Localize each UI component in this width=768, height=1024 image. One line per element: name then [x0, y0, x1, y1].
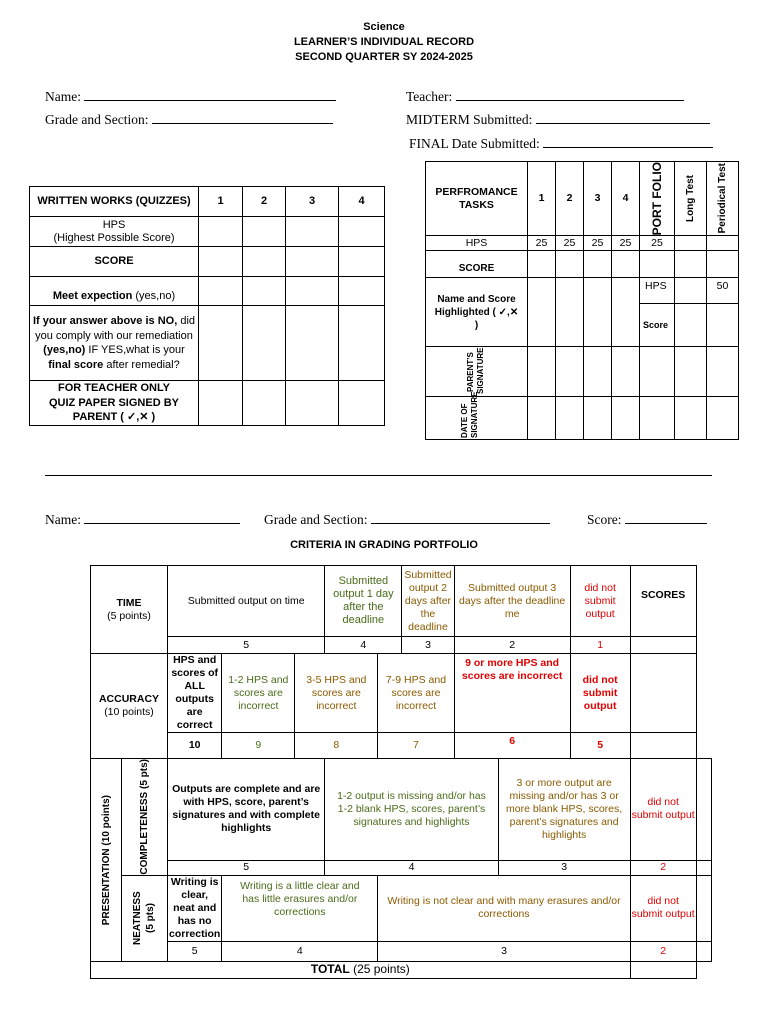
- pt-cell[interactable]: [675, 304, 707, 347]
- neat-scores-blank: [696, 875, 711, 941]
- time-c2: Submitted output 1 day after the deadline: [325, 566, 402, 637]
- pt-cell[interactable]: [707, 347, 739, 397]
- bottom-score-line[interactable]: [625, 523, 707, 524]
- ww-meet-label: Meet expection: [52, 290, 133, 302]
- neat-label-cell: [122, 875, 168, 961]
- grade-label: Grade and Section:: [45, 112, 149, 127]
- pt-cell[interactable]: [640, 251, 675, 278]
- midterm-field[interactable]: [406, 112, 710, 128]
- ww-cell[interactable]: [199, 277, 243, 306]
- ww-col-3: 3: [286, 187, 339, 217]
- bottom-name-line[interactable]: [84, 523, 240, 524]
- acc-c4: 7-9 HPS and scores are incorrect: [378, 654, 454, 733]
- pt-cell[interactable]: [528, 251, 556, 278]
- time-c5: did not submit output: [570, 566, 630, 637]
- time-label: TIME: [116, 596, 142, 609]
- pt-col-2: 2: [556, 162, 584, 236]
- neat-c1: Writing is clear, neat and has no correction: [169, 875, 221, 940]
- name-field[interactable]: [45, 89, 336, 105]
- performance-table: [425, 161, 739, 440]
- comp-label: COMPLETENESS (5 pts): [139, 759, 150, 875]
- acc-label: ACCURACY: [98, 693, 160, 705]
- ww-ifno-final: final score: [48, 358, 104, 371]
- time-label-cell: [91, 566, 168, 654]
- pt-cell[interactable]: [556, 397, 584, 440]
- neat-c3: Writing is not clear and with many erasures and/or corrections: [378, 875, 630, 941]
- acc-scores-blank: [630, 654, 696, 733]
- final-line[interactable]: [543, 147, 713, 148]
- total-pts: (25 points): [353, 962, 410, 977]
- pt-header: PERFROMANCE TASKS: [426, 162, 528, 236]
- name-label: Name:: [45, 89, 81, 104]
- record-title: LEARNER’S INDIVIDUAL RECORD: [293, 36, 475, 48]
- ww-quiz-signed: QUIZ PAPER SIGNED BY PARENT ( ✓,✕ ): [49, 396, 179, 424]
- bottom-grade-field[interactable]: [264, 512, 550, 528]
- ww-col-2: 2: [243, 187, 286, 217]
- ww-cell[interactable]: [286, 247, 339, 277]
- pt-cell[interactable]: [556, 251, 584, 278]
- final-label: FINAL Date Submitted:: [409, 136, 540, 151]
- ww-cell[interactable]: [339, 217, 385, 247]
- pt-cell[interactable]: [675, 278, 707, 304]
- bottom-name-label: Name:: [45, 512, 81, 527]
- neat-c2: Writing is a little clear and has little erasures and/or corrections: [222, 875, 378, 941]
- ww-teacher-only: FOR TEACHER ONLY: [57, 382, 171, 395]
- separator-line: [45, 475, 712, 476]
- pt-hps-2: 25: [556, 236, 584, 251]
- quarter-title: SECOND QUARTER SY 2024-2025: [295, 51, 473, 63]
- comp-scores-blank: [696, 759, 711, 861]
- ww-header: WRITTEN WORKS (QUIZZES): [30, 187, 199, 217]
- ww-remediation-cell: [30, 306, 199, 381]
- pt-name-score: Name and Score Highlighted ( ✓,✕ ): [426, 278, 528, 347]
- ww-cell[interactable]: [286, 381, 339, 426]
- pt-cell[interactable]: [612, 347, 640, 397]
- comp-label-cell: [122, 759, 168, 876]
- total-label: TOTAL: [310, 962, 350, 977]
- pt-cell[interactable]: [675, 236, 707, 251]
- ww-hps-cell: [30, 217, 199, 247]
- pt-longtest-cell: [675, 162, 707, 236]
- neat-score-2: 2: [630, 941, 696, 961]
- pt-cell[interactable]: [556, 347, 584, 397]
- pt-cell[interactable]: [584, 251, 612, 278]
- time-score-5: 5: [168, 637, 325, 654]
- pt-date-sig-cell: [426, 391, 528, 440]
- pt-periodical: Periodical Test: [717, 163, 728, 234]
- pt-cell[interactable]: [528, 397, 556, 440]
- acc-label-cell: [91, 654, 168, 759]
- bottom-grade-label: Grade and Section:: [264, 512, 368, 527]
- ww-cell[interactable]: [199, 306, 243, 381]
- ww-meet-opts: (yes,no): [135, 290, 176, 302]
- ww-hps-sub: (Highest Possible Score): [53, 231, 175, 244]
- acc-c1: HPS and scores of ALL outputs are correct: [168, 654, 222, 733]
- acc-score-cell[interactable]: [630, 733, 696, 759]
- pt-hps-4: 25: [612, 236, 640, 251]
- final-field[interactable]: [409, 136, 713, 152]
- neat-score-cell[interactable]: [696, 941, 711, 961]
- ww-cell[interactable]: [199, 217, 243, 247]
- pt-cell[interactable]: [612, 251, 640, 278]
- ww-cell[interactable]: [286, 306, 339, 381]
- name-line[interactable]: [84, 100, 336, 101]
- ww-cell[interactable]: [286, 277, 339, 306]
- ww-hps-label: HPS: [102, 218, 126, 231]
- ww-meet-cell: [30, 277, 199, 306]
- acc-pts: (10 points): [104, 706, 154, 718]
- pt-periodical-cell: [707, 162, 739, 236]
- bottom-name-field[interactable]: [45, 512, 240, 528]
- time-c1: Submitted output on time: [168, 566, 325, 637]
- bottom-score-label: Score:: [587, 512, 622, 527]
- ww-cell[interactable]: [339, 381, 385, 426]
- teacher-label: Teacher:: [406, 89, 453, 104]
- ww-cell[interactable]: [243, 247, 286, 277]
- pt-cell[interactable]: [612, 278, 640, 347]
- pt-col-1: 1: [528, 162, 556, 236]
- pt-cell[interactable]: [584, 397, 612, 440]
- comp-c2: 1-2 output is missing and/or has 1-2 blank HPS, scores, parent’s signatures and highlights: [325, 759, 498, 861]
- comp-score-5: 5: [168, 860, 325, 875]
- pt-hps-3: 25: [584, 236, 612, 251]
- neat-label: NEATNESS (5 pts): [131, 891, 156, 945]
- pt-cell[interactable]: [707, 304, 739, 347]
- pt-cell[interactable]: [640, 397, 675, 440]
- bottom-grade-line[interactable]: [371, 523, 550, 524]
- comp-c3: 3 or more output are missing and/or has 3 or more blank HPS, scores, parent’s signatures and highlights: [498, 759, 630, 861]
- scores-header: SCORES: [630, 566, 696, 637]
- acc-c6: did not submit output: [570, 654, 630, 733]
- time-score-2: 2: [454, 637, 570, 654]
- total-score-cell[interactable]: [630, 961, 696, 978]
- neat-score-5: 5: [168, 941, 222, 961]
- criteria-title: CRITERIA IN GRADING PORTFOLIO: [290, 539, 478, 551]
- grade-line[interactable]: [152, 123, 333, 124]
- acc-score-10: 10: [168, 733, 222, 759]
- time-score-1: 1: [570, 637, 630, 654]
- midterm-label: MIDTERM Submitted:: [406, 112, 533, 127]
- pt-portfolio-cell: [640, 162, 675, 236]
- pt-cell[interactable]: [612, 397, 640, 440]
- criteria-table: [90, 565, 712, 979]
- neat-score-3: 3: [378, 941, 630, 961]
- pt-cell[interactable]: [675, 397, 707, 440]
- ww-cell[interactable]: [243, 306, 286, 381]
- ww-score-label: SCORE: [30, 247, 199, 277]
- pt-long-test: Long Test: [685, 175, 696, 223]
- grade-field[interactable]: [45, 112, 333, 128]
- pt-parents-sig-cell: [426, 347, 528, 397]
- comp-c4: did not submit output: [630, 759, 696, 861]
- pres-label-cell: [91, 759, 122, 962]
- comp-score-2: 2: [630, 860, 696, 875]
- written-works-table: [29, 186, 385, 426]
- pt-portfolio: PORT FOLIO: [649, 162, 664, 236]
- ww-ifno-yn: (yes,no): [43, 344, 86, 356]
- pt-cell[interactable]: [528, 347, 556, 397]
- pres-label: PRESENTATION (10 points): [100, 794, 112, 925]
- pt-hps-portfolio: 25: [640, 236, 675, 251]
- pt-cell[interactable]: [707, 251, 739, 278]
- ww-cell[interactable]: [339, 247, 385, 277]
- pt-cell[interactable]: [584, 347, 612, 397]
- time-c3: Submitted output 2 days after the deadline: [402, 566, 454, 637]
- comp-score-4: 4: [325, 860, 498, 875]
- ww-ifno-2: did you comply with our remediation: [35, 315, 196, 342]
- pt-cell[interactable]: [675, 347, 707, 397]
- ww-ifno-no: NO,: [157, 315, 178, 327]
- time-score-cell[interactable]: [630, 637, 696, 654]
- pt-cell[interactable]: [584, 278, 612, 347]
- total-cell: [91, 961, 631, 978]
- acc-c5: 9 or more HPS and scores are incorrect: [454, 654, 570, 733]
- pt-col-4: 4: [612, 162, 640, 236]
- ww-cell[interactable]: [199, 381, 243, 426]
- ww-col-4: 4: [339, 187, 385, 217]
- teacher-field[interactable]: [406, 89, 684, 105]
- neat-score-4: 4: [222, 941, 378, 961]
- acc-score-9: 9: [222, 733, 295, 759]
- ww-cell[interactable]: [199, 247, 243, 277]
- pt-hps-label: HPS: [426, 236, 528, 251]
- ww-cell[interactable]: [339, 306, 385, 381]
- acc-score-6: 6: [454, 733, 570, 759]
- acc-c3: 3-5 HPS and scores are incorrect: [295, 654, 378, 733]
- time-score-3: 3: [402, 637, 454, 654]
- midterm-line[interactable]: [536, 123, 710, 124]
- pt-hps2: HPS: [640, 278, 675, 304]
- ww-ifno-3: IF YES,what is your: [88, 344, 185, 356]
- pt-score-small: Score: [640, 304, 675, 347]
- acc-c2: 1-2 HPS and scores are incorrect: [222, 654, 295, 733]
- time-score-4: 4: [325, 637, 402, 654]
- pt-cell[interactable]: [707, 236, 739, 251]
- time-c4: Submitted output 3 days after the deadline me: [454, 566, 570, 637]
- acc-score-8: 8: [295, 733, 378, 759]
- teacher-line[interactable]: [456, 100, 684, 101]
- neat-c4: did not submit output: [630, 875, 696, 941]
- pt-cell[interactable]: [707, 397, 739, 440]
- pt-parents-sig: PARENT’S SIGNATURE: [465, 347, 485, 394]
- pt-cell[interactable]: [528, 278, 556, 347]
- comp-score-cell[interactable]: [696, 860, 711, 875]
- comp-c1: Outputs are complete and are with HPS, score, parent’s signatures and with complete highlights: [168, 759, 325, 861]
- ww-ifno-4: after remedial?: [106, 358, 180, 371]
- ww-teacher-cell: [30, 381, 199, 426]
- ww-cell[interactable]: [243, 217, 286, 247]
- bottom-score-field[interactable]: [587, 512, 707, 528]
- ww-col-1: 1: [199, 187, 243, 217]
- pt-cell[interactable]: [675, 251, 707, 278]
- pt-score-label: SCORE: [426, 251, 528, 278]
- pt-date-sig: DATE OF SIGNATURE: [460, 391, 479, 439]
- pt-hps-1: 25: [528, 236, 556, 251]
- pt-cell[interactable]: [556, 278, 584, 347]
- subject-title: Science: [363, 21, 405, 33]
- pt-cell[interactable]: [640, 347, 675, 397]
- ww-cell[interactable]: [339, 277, 385, 306]
- ww-cell[interactable]: [243, 277, 286, 306]
- ww-ifno-1: If your answer above is: [32, 315, 155, 327]
- pt-col-3: 3: [584, 162, 612, 236]
- pt-periodical-hps: 50: [707, 278, 739, 304]
- acc-score-5: 5: [570, 733, 630, 759]
- ww-cell[interactable]: [286, 217, 339, 247]
- acc-score-7: 7: [378, 733, 454, 759]
- time-pts: (5 points): [107, 609, 151, 622]
- comp-score-3: 3: [498, 860, 630, 875]
- ww-cell[interactable]: [243, 381, 286, 426]
